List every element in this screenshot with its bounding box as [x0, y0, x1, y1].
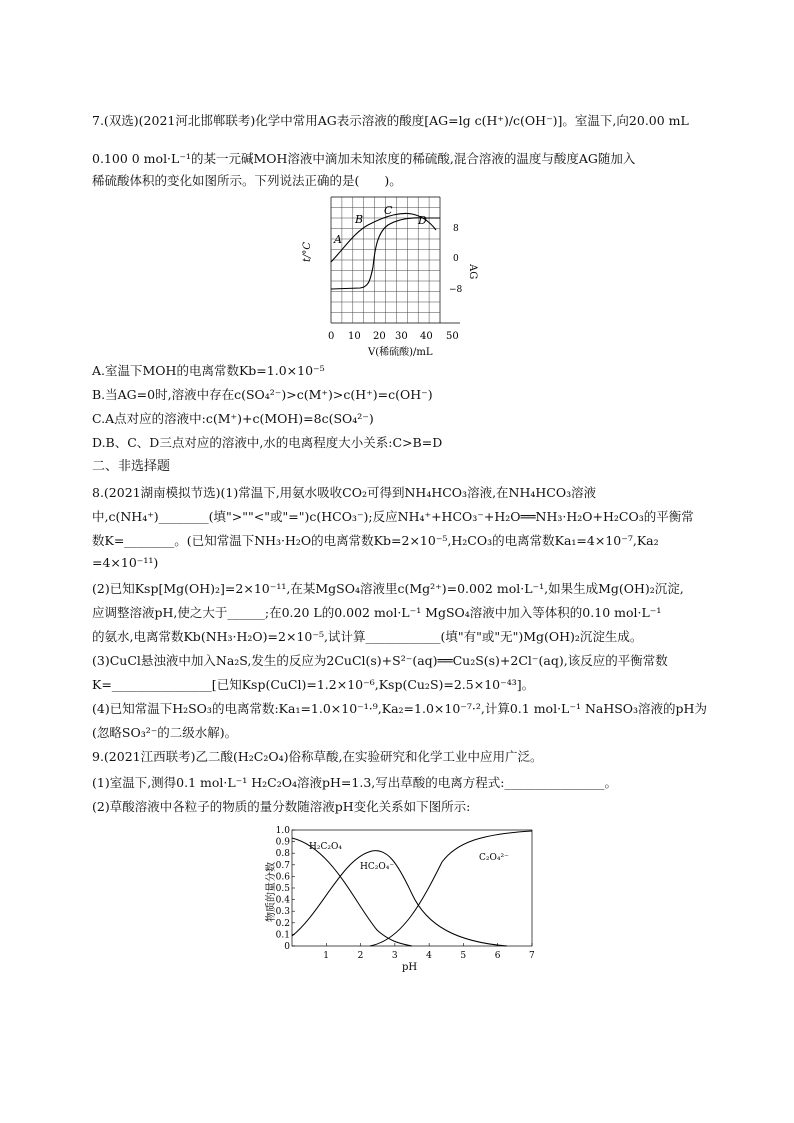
- q8-line-6: 应调整溶液pH,使之大于______;在0.20 L的0.002 mol·L⁻¹ MgSO₄溶液中加入等体积的0.10 mol·L⁻¹: [92, 605, 662, 620]
- x-tick-label: 7: [529, 951, 535, 961]
- q7-option-b: B.当AG=0时,溶液中存在c(SO₄²⁻)>c(M⁺)>c(H⁺)=c(OH⁻): [92, 387, 433, 402]
- q8-line-1: 8.(2021湖南模拟节选)(1)常温下,用氨水吸收CO₂可得到NH₄HCO₃溶液,在NH₄HCO₃溶液: [92, 485, 597, 500]
- y-tick-label: 0.9: [275, 837, 290, 848]
- point-d-label: D: [418, 214, 427, 227]
- q8-line-10: (4)已知常温下H₂SO₃的电离常数:Ka₁=1.0×10⁻¹·⁹,Ka₂=1.0×10⁻⁷·²,计算0.1 mol·L⁻¹ NaHSO₃溶液的pH为: [92, 701, 707, 716]
- x-tick-label: 5: [460, 951, 467, 961]
- x-tick-label: 4: [426, 951, 432, 961]
- q9-line-1: 9.(2021江西联考)乙二酸(H₂C₂O₄)俗称草酸,在实验研究和化学工业中应用广泛。: [92, 749, 543, 764]
- x-tick-40: 40: [420, 331, 433, 342]
- x-tick-label: 3: [391, 951, 398, 961]
- y-tick-label: 1.0: [275, 826, 290, 836]
- x-tick-50: 50: [446, 331, 459, 342]
- y-tick-label: 0.3: [275, 907, 290, 918]
- y-tick-label: 0.1: [275, 930, 290, 941]
- x-tick-10: 10: [348, 331, 361, 342]
- q7-line-2: 0.100 0 mol·L⁻¹的某一元碱MOH溶液中滴加未知浓度的稀硫酸,混合溶液的温度与酸度AG随加入: [92, 151, 636, 166]
- y-tick-label: 0: [284, 942, 290, 952]
- q8-line-8: (3)CuCl悬浊液中加入Na₂S,发生的反应为2CuCl(s)+S²⁻(aq)══Cu₂S(s)+2Cl⁻(aq),该反应的平衡常数: [92, 653, 668, 668]
- q7-option-c: C.A点对应的溶液中:c(M⁺)+c(MOH)=8c(SO₄²⁻): [92, 411, 374, 426]
- q9-line-2: (1)室温下,测得0.1 mol·L⁻¹ H₂C₂O₄溶液pH=1.3,写出草酸的电离方程式:________________。: [92, 775, 617, 790]
- x-tick-label: 1: [323, 951, 330, 961]
- ag-tick-8: 8: [453, 224, 459, 234]
- series-c2o4-label: C₂O₄²⁻: [479, 853, 509, 863]
- point-a-label: A: [334, 233, 342, 246]
- temperature-ag-chart: [300, 192, 490, 362]
- y-axis-label: 物质的量分数: [266, 862, 277, 922]
- x-tick-30: 30: [395, 331, 408, 342]
- ph-axis-label: pH: [402, 962, 418, 973]
- x-tick-label: 2: [357, 951, 364, 961]
- oxalic-acid-distribution-chart: [262, 822, 552, 974]
- section-heading: 二、非选择题: [92, 459, 171, 474]
- x-tick-0: 0: [328, 331, 335, 342]
- ag-axis-label: AG: [467, 264, 478, 280]
- ag-tick-minus-8: −8: [449, 285, 463, 295]
- y-tick-label: 0.2: [275, 918, 290, 929]
- y-tick-label: 0.6: [275, 872, 290, 883]
- y-tick-label: 0.4: [275, 895, 290, 906]
- q8-line-9: K=________________[已知Ksp(CuCl)=1.2×10⁻⁶,Ksp(Cu₂S)=2.5×10⁻⁴³]。: [92, 677, 535, 692]
- q7-line-1: 7.(双选)(2021河北邯郸联考)化学中常用AG表示溶液的酸度[AG=lg c(H⁺)/c(OH⁻)]。室温下,向20.00 mL: [92, 113, 689, 128]
- q8-line-4: =4×10⁻¹¹): [92, 555, 159, 570]
- series-h2c2o4-label: H₂C₂O₄: [309, 842, 342, 852]
- x-axis-label: V(稀硫酸)/mL: [368, 347, 433, 358]
- ag-tick-0: 0: [453, 254, 459, 264]
- point-c-label: C: [384, 204, 393, 217]
- q7-option-a: A.室温下MOH的电离常数Kb=1.0×10⁻⁵: [92, 363, 325, 378]
- q8-line-5: (2)已知Ksp[Mg(OH)₂]=2×10⁻¹¹,在某MgSO₄溶液里c(Mg²⁺)=0.002 mol·L⁻¹,如果生成Mg(OH)₂沉淀,: [92, 581, 684, 596]
- y-tick-label: 0.5: [275, 884, 290, 894]
- q8-line-7: 的氨水,电离常数Kb(NH₃·H₂O)=2×10⁻⁵,试计算____________(填"有"或"无")Mg(OH)₂沉淀生成。: [92, 629, 643, 644]
- q7-line-3: 稀硫酸体积的变化如图所示。下列说法正确的是( )。: [92, 173, 402, 188]
- series-hc2o4-label: HC₂O₄⁻: [360, 862, 395, 872]
- q7-option-d: D.B、C、D三点对应的溶液中,水的电离程度大小关系:C>B=D: [92, 435, 443, 450]
- x-tick-20: 20: [373, 331, 386, 342]
- x-tick-label: 6: [494, 951, 501, 961]
- y-tick-label: 0.7: [275, 860, 290, 871]
- q8-line-2: 中,c(NH₄⁺)________(填">""<"或"=")c(HCO₃⁻);反应NH₄⁺+HCO₃⁻+H₂O══NH₃·H₂O+H₂CO₃的平衡常: [92, 509, 694, 524]
- q8-line-11: (忽略SO₃²⁻的二级水解)。: [92, 725, 238, 740]
- q9-line-3: (2)草酸溶液中各粒子的物质的量分数随溶液pH变化关系如下图所示:: [92, 799, 471, 814]
- temperature-axis-label: t/°C: [302, 241, 313, 262]
- y-tick-label: 0.8: [275, 849, 290, 860]
- q8-line-3: 数K=________。(已知常温下NH₃·H₂O的电离常数Kb=2×10⁻⁵,H₂CO₃的电离常数Ka₁=4×10⁻⁷,Ka₂: [92, 533, 659, 548]
- point-b-label: B: [355, 213, 364, 226]
